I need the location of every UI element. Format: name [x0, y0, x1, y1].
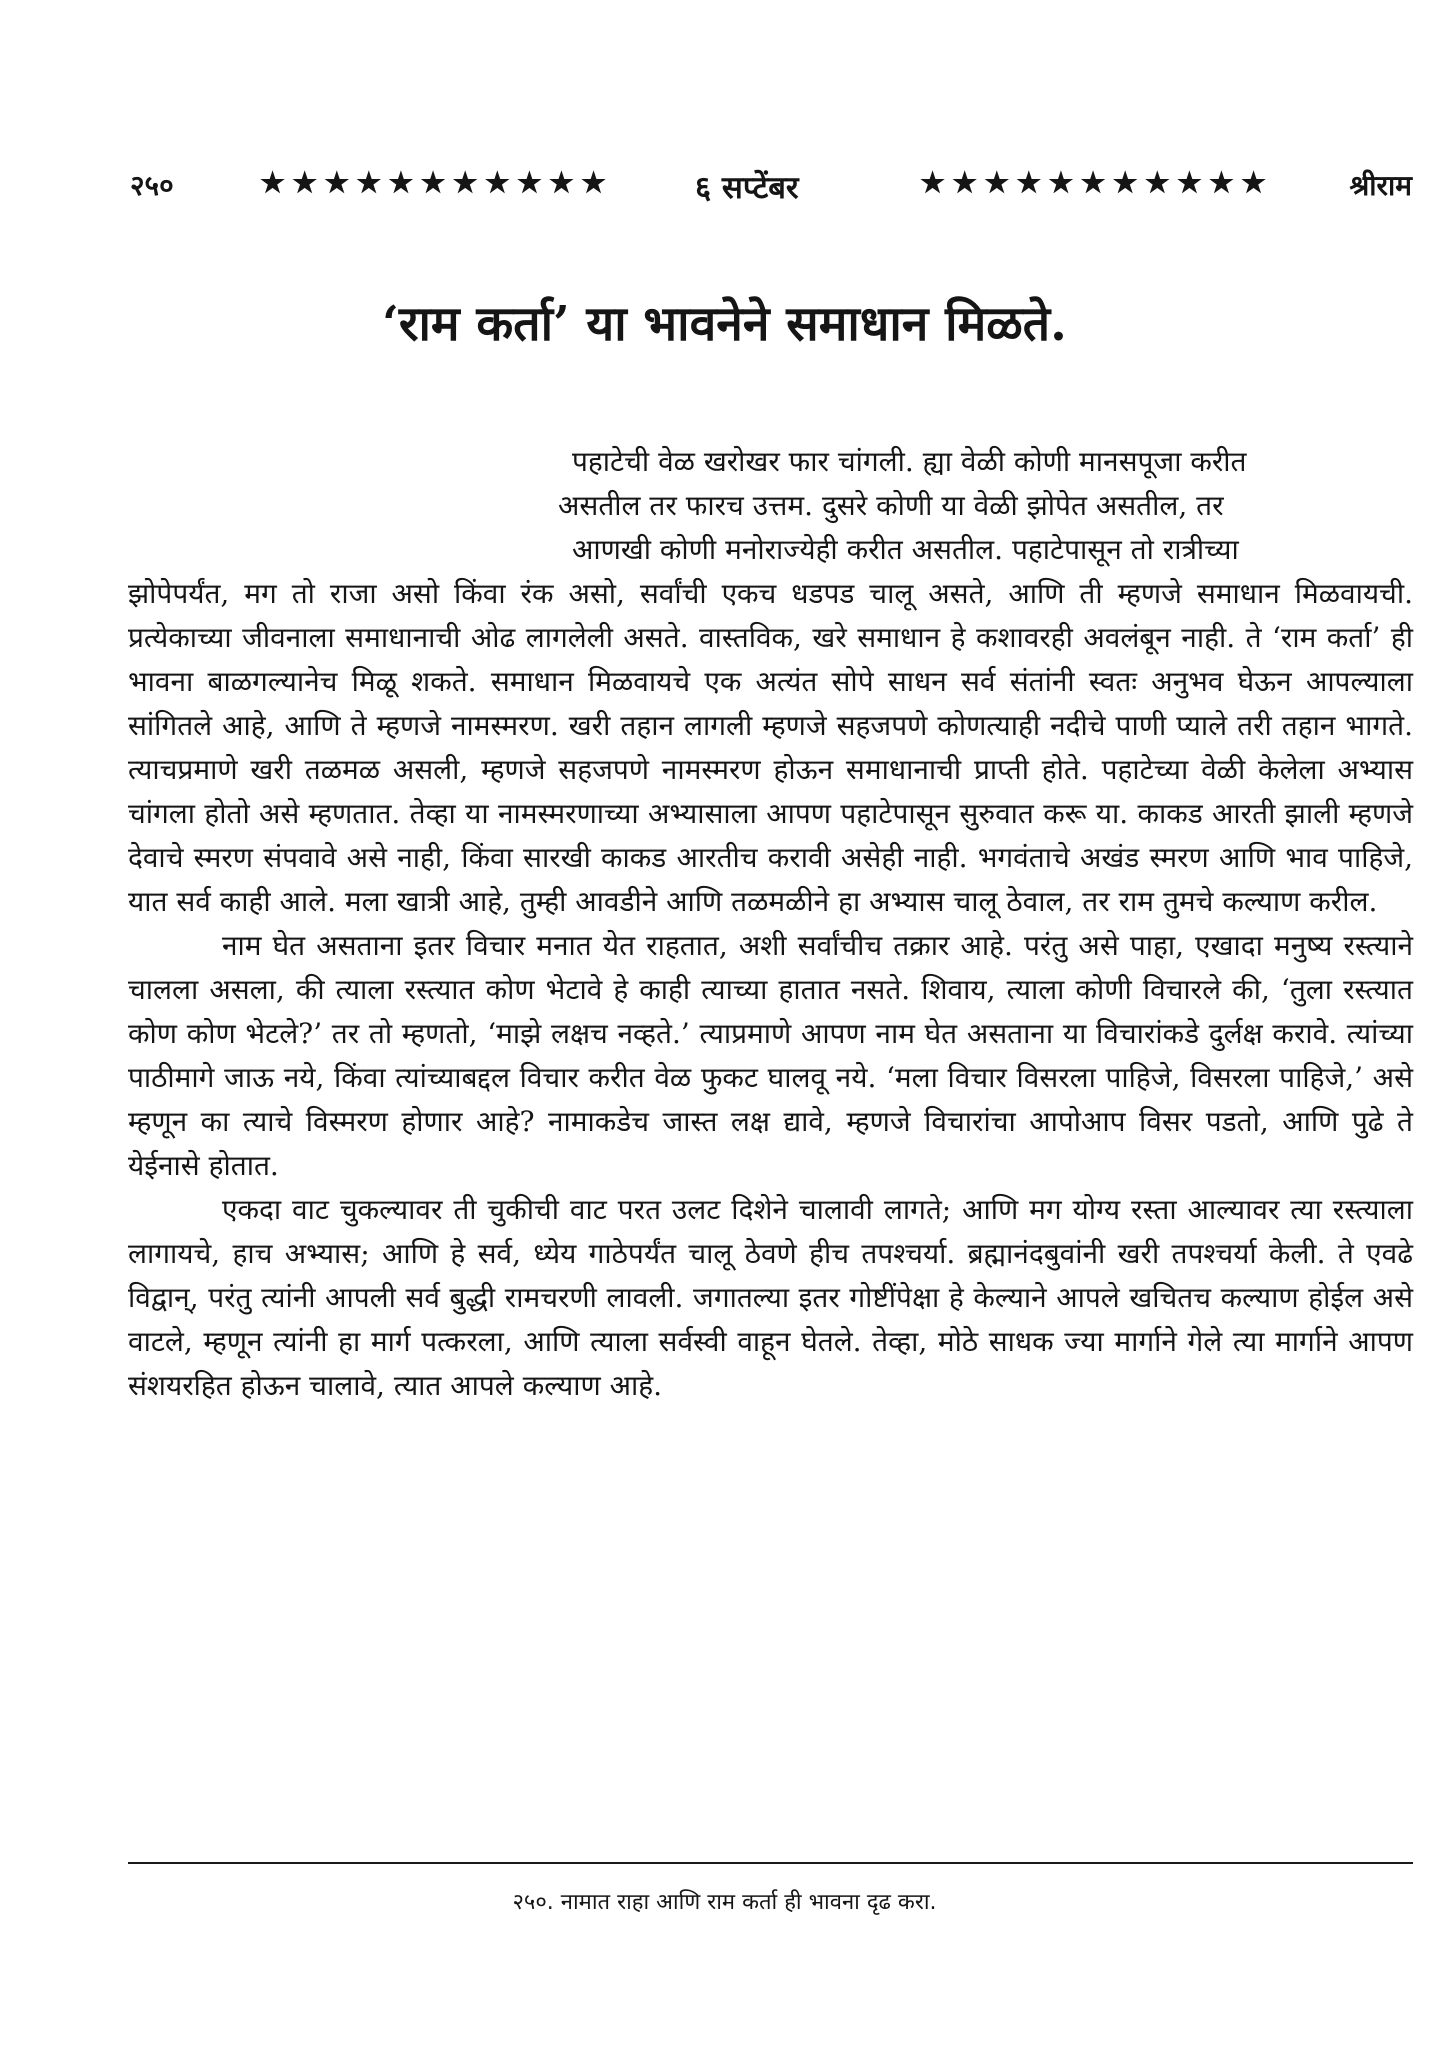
intro-line: आणखी कोणी मनोराज्येही करीत असतील. पहाटेपासून तो रात्रीच्या — [572, 533, 1239, 566]
page-number: २५० — [130, 169, 174, 202]
footnote-divider — [128, 1862, 1413, 1864]
paragraph: एकदा वाट चुकल्यावर ती चुकीची वाट परत उलट दिशेने चालावी लागते; आणि मग योग्य रस्ता आल्यावर त्या रस्त्याला लागायचे, हाच अभ्यास; आणि हे सर्व, ध्येय गाठेपर्यंत चालू ठेवणे हीच तपश्चर्या. ब्रह्मानंदबुवांनी खरी तपश्चर्या केली. ते एवढे विद्वान्, परंतु त्यांनी आपली सर्व बुद्धी रामचरणी लावली. जगातल्या इतर गोष्टींपेक्षा हे केल्याने आपले खचितच कल्याण होईल असे वाटले, म्हणून त्यांनी हा मार्ग पत्करला, आणि त्याला सर्वस्वी वाहून घेतले. तेव्हा, मोठे साधक ज्या मार्गाने गेले त्या मार्गाने आपण संशयरहित होऊन चालावे, त्यात आपले कल्याण आहे. — [128, 1193, 1413, 1402]
body-text — [128, 440, 1413, 1408]
page-title: ‘राम कर्ता’ या भावनेने समाधान मिळते. — [382, 296, 1067, 352]
stars-decoration-left: ★★★★★★★★★★★ — [260, 166, 614, 199]
footnote: २५०. नामात राहा आणि राम कर्ता ही भावना दृढ करा. — [512, 1890, 937, 1915]
header-running-title: श्रीराम — [1349, 169, 1412, 202]
paragraph: झोपेपर्यंत, मग तो राजा असो किंवा रंक असो, सर्वांची एकच धडपड चालू असते, आणि ती म्हणजे समाधान मिळवायची. प्रत्येकाच्या जीवनाला समाधानाची ओढ लागलेली असते. वास्तविक, खरे समाधान हे कशावरही अवलंबून नाही. ते ‘राम कर्ता’ ही भावना बाळगल्यानेच मिळू शकते. समाधान मिळवायचे एक अत्यंत सोपे साधन सर्व संतांनी स्वतः अनुभव घेऊन आपल्याला सांगितले आहे, आणि ते म्हणजे नामस्मरण. खरी तहान लागली म्हणजे सहजपणे कोणत्याही नदीचे पाणी प्याले तरी तहान भागते. त्याचप्रमाणे खरी तळमळ असली, म्हणजे सहजपणे नामस्मरण होऊन समाधानाची प्राप्ती होते. पहाटेच्या वेळी केलेला अभ्यास चांगला होतो असे म्हणतात. तेव्हा या नामस्मरणाच्या अभ्यासाला आपण पहाटेपासून सुरुवात करू या. काकड आरती झाली म्हणजे देवाचे स्मरण संपवावे असे नाही, किंवा सारखी काकड आरतीच करावी असेही नाही. भगवंताचे अखंड स्मरण आणि भाव पाहिजे, यात सर्व काही आले. मला खात्री आहे, तुम्ही आवडीने आणि तळमळीने हा अभ्यास चालू ठेवाल, तर राम तुमचे कल्याण करील. — [128, 577, 1413, 918]
intro-line: असतील तर फारच उत्तम. दुसरे कोणी या वेळी झोपेत असतील, तर — [558, 489, 1224, 522]
intro-line: पहाटेची वेळ खरोखर फार चांगली. ह्या वेळी कोणी मानसपूजा करीत — [572, 445, 1247, 478]
header-date: ६ सप्टेंबर — [695, 170, 799, 206]
stars-decoration-right: ★★★★★★★★★★★ — [920, 166, 1274, 199]
page-header — [120, 162, 1412, 212]
paragraph: नाम घेत असताना इतर विचार मनात येत राहतात, अशी सर्वांचीच तक्रार आहे. परंतु असे पाहा, एखादा मनुष्य रस्त्याने चालला असला, की त्याला रस्त्यात कोण भेटावे हे काही त्याच्या हातात नसते. शिवाय, त्याला कोणी विचारले की, ‘तुला रस्त्यात कोण कोण भेटले?’ तर तो म्हणतो, ‘माझे लक्षच नव्हते.’ त्याप्रमाणे आपण नाम घेत असताना या विचारांकडे दुर्लक्ष करावे. त्यांच्या पाठीमागे जाऊ नये, किंवा त्यांच्याबद्दल विचार करीत वेळ फुकट घालवू नये. ‘मला विचार विसरला पाहिजे, विसरला पाहिजे,’ असे म्हणून का त्याचे विस्मरण होणार आहे? नामाकडेच जास्त लक्ष द्यावे, म्हणजे विचारांचा आपोआप विसर पडतो, आणि पुढे ते येईनासे होतात. — [128, 929, 1413, 1182]
